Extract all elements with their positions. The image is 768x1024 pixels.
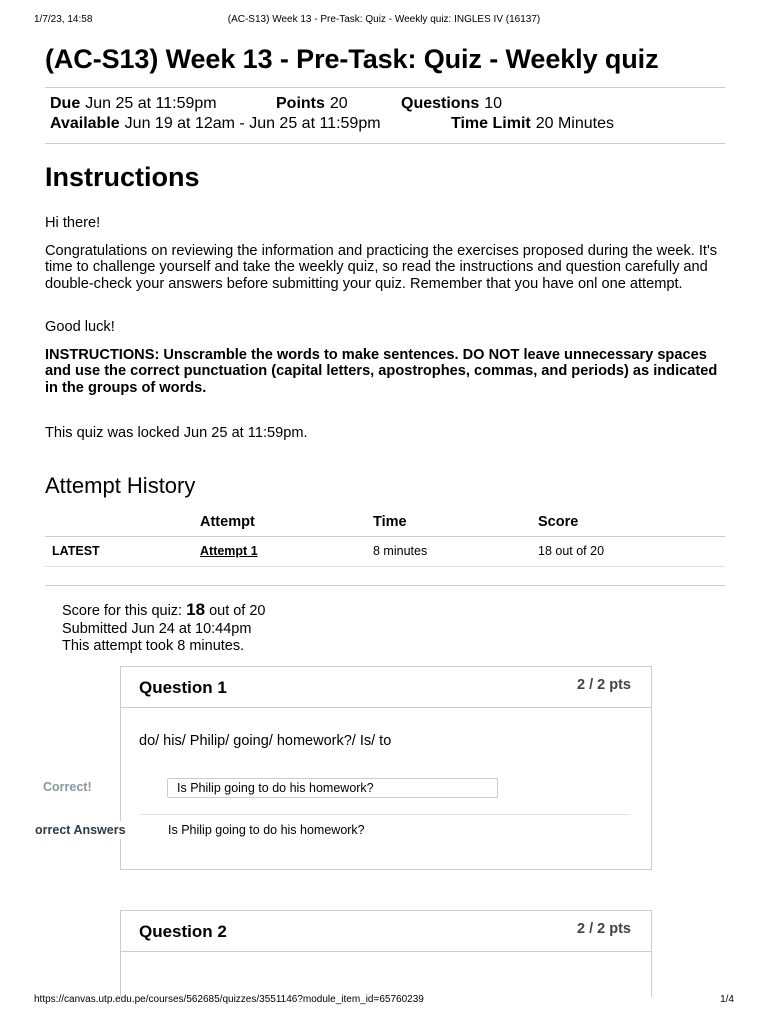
time-limit-label: Time Limit — [451, 115, 531, 132]
question-card — [120, 666, 652, 870]
question-header — [121, 911, 651, 952]
attempt-score: 18 out of 20 — [538, 544, 605, 558]
due-value: Jun 25 at 11:59pm — [85, 95, 217, 112]
time-limit — [451, 115, 614, 133]
question-card — [120, 910, 652, 997]
good-luck-text: Good luck! — [45, 319, 115, 335]
locked-notice: This quiz was locked Jun 25 at 11:59pm. — [45, 425, 308, 441]
question-points: 2 / 2 pts — [577, 677, 631, 693]
instructions-rules: INSTRUCTIONS: Unscramble the words to make sentences. DO NOT leave unnecessary spaces and use the correct punctuation (capital letters, apostrophes, commas, and periods) as indicated in the groups of words. — [45, 347, 718, 396]
correct-answer-text: Is Philip going to do his homework? — [168, 823, 365, 837]
question-title: Question 1 — [139, 678, 227, 697]
question-prompt: do/ his/ Philip/ going/ homework?/ Is/ to — [139, 733, 392, 749]
column-header-time: Time — [373, 514, 407, 530]
correct-answers-label: orrect Answers — [35, 821, 130, 839]
attempt-link[interactable]: Attempt 1 — [200, 544, 258, 558]
attempt-history-heading: Attempt History — [45, 473, 196, 498]
questions-count — [401, 95, 502, 113]
due-label: Due — [50, 95, 81, 112]
column-header-attempt: Attempt — [200, 514, 255, 530]
points-value: 20 — [329, 95, 348, 112]
divider — [45, 585, 725, 586]
answer-divider — [140, 814, 630, 815]
attempt-time: 8 minutes — [373, 544, 428, 558]
greeting-text: Hi there! — [45, 215, 101, 231]
due-date — [50, 95, 217, 113]
instructions-body: Congratulations on reviewing the information and practicing the exercises proposed during the week. It's time to challenge yourself and take the weekly quiz, so read the instructions and question carefully and double-check your answers before submitting your quiz. Remember that you have onl one attempt. — [45, 243, 718, 292]
user-answer-field: Is Philip going to do his homework? — [167, 778, 498, 798]
page-title: (AC-S13) Week 13 - Pre-Task: Quiz - Weekly quiz — [45, 44, 659, 74]
score-suffix: out of 20 — [209, 603, 266, 619]
available-value: Jun 19 at 12am - Jun 25 at 11:59pm — [124, 115, 381, 132]
instructions-heading: Instructions — [45, 162, 200, 192]
question-title: Question 2 — [139, 922, 227, 941]
column-header-score: Score — [538, 514, 579, 530]
page-url: https://canvas.utp.edu.pe/courses/562685/quizzes/3551146?module_item_id=65760239 — [34, 994, 424, 1005]
points — [276, 95, 348, 113]
submitted-text: Submitted Jun 24 at 10:44pm — [62, 620, 252, 637]
correct-status-label: Correct! — [43, 778, 96, 796]
score-label: Score for this quiz: — [62, 603, 183, 619]
score-value: 18 — [186, 600, 206, 619]
table-divider — [45, 536, 725, 537]
available-label: Available — [50, 115, 120, 132]
print-page-title: (AC-S13) Week 13 - Pre-Task: Quiz - Weekly quiz: INGLES IV (16137) — [227, 14, 541, 25]
questions-value: 10 — [484, 95, 503, 112]
print-datetime: 1/7/23, 14:58 — [34, 14, 93, 25]
score-summary — [62, 601, 266, 656]
table-divider — [45, 566, 725, 567]
question-points: 2 / 2 pts — [577, 921, 631, 937]
latest-tag: LATEST — [52, 544, 100, 558]
questions-label: Questions — [401, 95, 480, 112]
duration-text: This attempt took 8 minutes. — [62, 638, 245, 654]
time-limit-value: 20 Minutes — [535, 115, 614, 132]
question-header — [121, 667, 651, 708]
available-window — [50, 115, 381, 133]
points-label: Points — [276, 95, 325, 112]
score-line — [62, 601, 266, 621]
page-number: 1/4 — [720, 994, 734, 1005]
divider — [45, 143, 725, 144]
divider — [45, 87, 725, 88]
